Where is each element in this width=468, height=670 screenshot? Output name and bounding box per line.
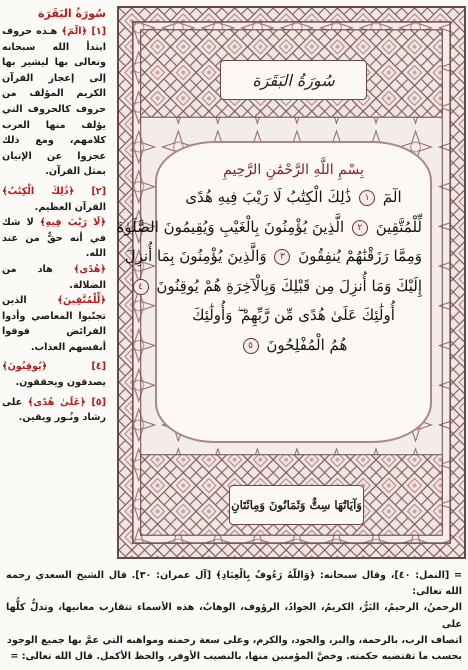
ayah-number-marker: ٢ bbox=[352, 220, 368, 236]
note-text: على رشاد ونُـور ويقين. bbox=[2, 396, 106, 424]
verse-line bbox=[116, 213, 422, 243]
commentary-note bbox=[2, 215, 106, 262]
ayah-number-marker: ١ bbox=[359, 190, 375, 206]
surah-title-cartouche bbox=[220, 60, 367, 100]
note-text: هـذه حروف ابتدأ الله سبحانه وتعالى بها ليشير بها إلى إعجاز القرآن الكريم المؤلف من حروف كالحروف التي يؤلف منها العرب كلامهم، ومع ذلك عجزوا عن الإتيان بمثل القرآن. bbox=[2, 26, 106, 178]
note-number: [١] bbox=[91, 26, 106, 37]
verse-line bbox=[165, 183, 422, 213]
note-term: ﴿هُدًى﴾ bbox=[73, 263, 106, 275]
verse-segment: الَّذِينَ يُؤْمِنُونَ بِالْغَيْبِ وَيُقِيمُونَ الصَّلَوٰةَ bbox=[116, 217, 345, 236]
verse-segment: وَالَّذِينَ يُؤْمِنُونَ بِمَا أُنزِلَ bbox=[124, 247, 267, 265]
note-text: لا شك في أنه حقٌّ من عند الله. bbox=[2, 217, 106, 260]
verse-segment: ذَٰلِكَ الْكِتَٰبُ لَا رَيْبَ فِيهِ هُدًى bbox=[185, 188, 352, 206]
note-text: القرآن العظيم. bbox=[34, 201, 106, 213]
commentary-note bbox=[2, 24, 106, 180]
note-number: [٤] bbox=[91, 361, 106, 373]
mushaf-frame bbox=[117, 6, 466, 559]
footnote-line: = [النمل: ٤٠]، وقال سبحانه: ﴿وَاللَّهُ رَءُوفٌ بِالْعِبَادِ﴾ [آل عمران: ٣٠]. قال الشيخ السعدي رحمه الله تعالى: bbox=[6, 570, 462, 598]
commentary-note bbox=[2, 293, 106, 355]
note-text: هاد من الضلالة. bbox=[2, 263, 106, 291]
verse-text bbox=[116, 157, 422, 427]
surah-title: سُورَةُ البَقَرَة bbox=[252, 70, 335, 90]
note-term: ﴿يُوقِنُونَ﴾ bbox=[2, 361, 48, 373]
commentary-note bbox=[2, 395, 106, 426]
verse-panel bbox=[116, 141, 432, 443]
verse-segment: الٓمٓ bbox=[382, 188, 402, 206]
verse-segment: أُولَٰئِكَ عَلَىٰ هُدًى مِّن رَّبِّهِمْ ۖ وَأُولَٰئِكَ bbox=[192, 306, 395, 324]
footnote-line: بحسب ما تقتضيه حكمته. وخصَّ المؤمنين منها، بالنصيب الأوفر، والحظ الأكمل. قال الله تعالى: = bbox=[10, 651, 462, 663]
verse-line bbox=[165, 301, 422, 331]
footnote bbox=[6, 568, 462, 668]
ayah-number-marker: ٥ bbox=[243, 338, 259, 354]
verse-segment: لِّلْمُتَّقِينَ bbox=[375, 217, 422, 236]
verse-segment: إِلَيْكَ وَمَا أُنزِلَ مِن قَبْلِكَ وَبِالْآخِرَةِ هُمْ يُوقِنُونَ bbox=[156, 276, 422, 295]
note-number: [٥] bbox=[91, 396, 106, 408]
note-text: الذين تجنّبوا المعاصي وأدوا الفرائض فوقوا أنفسهم العذاب. bbox=[2, 295, 106, 353]
note-term: ﴿لِّلْمُتَّقِينَ﴾ bbox=[57, 295, 106, 307]
note-number: [٢] bbox=[91, 185, 106, 197]
ayah-number-marker: ٣ bbox=[274, 249, 290, 265]
commentary-column bbox=[2, 6, 106, 541]
note-term: ﴿لَا رَيْبَ فِيهِ﴾ bbox=[39, 217, 106, 229]
commentary-note bbox=[2, 359, 106, 390]
ayah-number-marker: ٤ bbox=[133, 279, 149, 295]
basmala: بِسْمِ اللَّهِ الرَّحْمَٰنِ الرَّحِيمِ bbox=[223, 162, 364, 178]
footnote-line: اتصاف الرب، بالرحمة، والبر، والجود، والكرم، وعلى سعة رحمته ومواهبه التي عمَّ بها جميع الوجود bbox=[6, 634, 462, 646]
commentary-header: سُورَةُ البَقَرَة bbox=[37, 7, 106, 20]
note-term: ﴿ذَٰلِكَ الْكِتَٰبُ﴾ bbox=[2, 185, 75, 197]
commentary-note bbox=[2, 262, 106, 293]
note-text: يصدقون ويحققون. bbox=[15, 377, 106, 389]
ayah-count-text: وَآيَاتُهَا سِتٌّ وَثَمَانُونَ وَمِائَتَانِ bbox=[231, 498, 362, 512]
verse-segment: هُمُ الْمُفْلِحُونَ bbox=[266, 335, 348, 354]
ayah-count-cartouche bbox=[229, 485, 364, 525]
footnote-line: الرحمنُ، الرحيمُ، البَرُّ، الكريمُ، الجوادُ، الرؤوف، الوهابُ، هذه الأسماء تتقارب معانيها، وتدلُّ كلُّها على bbox=[6, 602, 462, 630]
note-term: ﴿الٓمٓ﴾ bbox=[61, 26, 88, 37]
verse-segment: وَمِمَّا رَزَقْنَٰهُمْ يُنفِقُونَ bbox=[298, 247, 422, 265]
verse-line bbox=[124, 242, 422, 272]
verse-line bbox=[165, 331, 422, 361]
note-term: ﴿عَلَىٰ هُدًى﴾ bbox=[27, 396, 86, 408]
commentary-note bbox=[2, 184, 106, 215]
verse-line bbox=[138, 272, 422, 302]
